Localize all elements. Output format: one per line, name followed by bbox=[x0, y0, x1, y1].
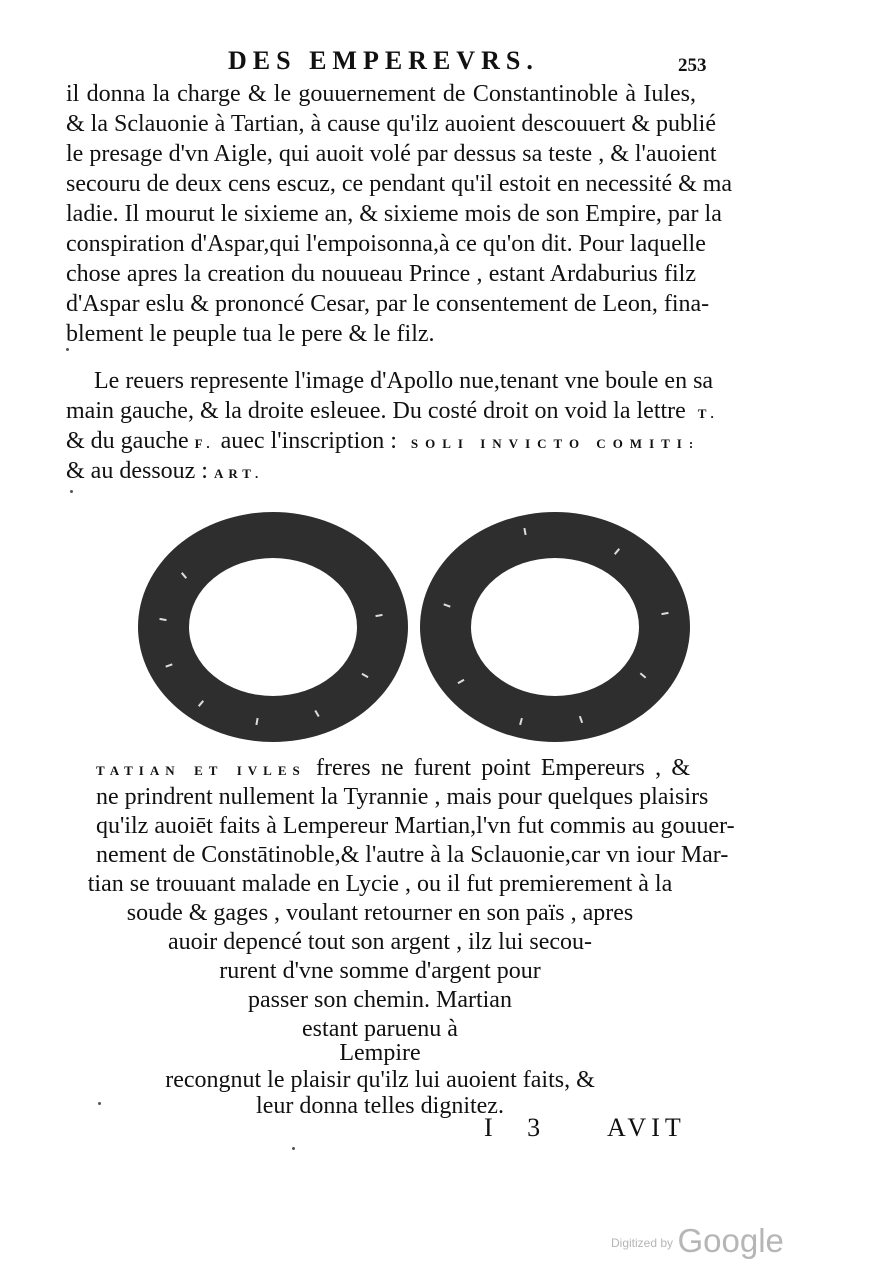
text-fragment: auec l'inscription : bbox=[220, 428, 397, 454]
print-speck bbox=[70, 490, 73, 493]
text-line: recongnut le plaisir qu'ilz lui auoient faits, & bbox=[165, 1067, 595, 1093]
text-line: nement de Constātinoble,& l'autre à la Sclauonie,car vn iour Mar- bbox=[96, 842, 729, 868]
text-line: auoir depencé tout son argent , ilz lui secou- bbox=[167, 929, 593, 955]
medal-mark bbox=[165, 663, 172, 667]
medal-mark bbox=[661, 612, 668, 615]
text-line: rurent d'vne somme d'argent pour bbox=[219, 958, 541, 984]
text-line: estant paruenu à bbox=[302, 1016, 458, 1042]
text-line: le presage d'vn Aigle, qui auoit volé par dessus sa teste , & l'auoient bbox=[66, 141, 717, 167]
text-line: Lempire bbox=[339, 1040, 421, 1066]
text-line: secouru de deux cens escuz, ce pendant qu'il estoit en necessité & ma bbox=[66, 171, 733, 197]
text-fragment: main gauche, & la droite esleuee. Du costé droit on void la lettre bbox=[66, 398, 686, 424]
medal-mark bbox=[375, 614, 382, 617]
text-line: qu'ilz auoiēt faits à Lempereur Martian,l'vn fut commis au gouuer- bbox=[96, 813, 735, 839]
signature-mark: I 3 bbox=[484, 1113, 555, 1142]
text-line: passer son chemin. Martian bbox=[248, 987, 512, 1013]
text-line bbox=[66, 457, 263, 488]
print-speck bbox=[66, 348, 69, 351]
text-line: leur donna telles dignitez. bbox=[256, 1093, 504, 1119]
medal-right bbox=[420, 512, 690, 742]
text-line: soude & gages , voulant retourner en son païs , apres bbox=[126, 900, 634, 926]
text-line: & la Sclauonie à Tartian, à cause qu'ilz auoient descouuert & publié bbox=[66, 111, 716, 137]
text-line: ne prindrent nullement la Tyrannie , mais pour quelques plaisirs bbox=[96, 784, 709, 810]
text-line: blement le peuple tua le pere & le filz. bbox=[66, 321, 435, 347]
medal-mark bbox=[198, 700, 204, 707]
google-logo: Google bbox=[677, 1222, 784, 1259]
running-head: DES EMPEREVRS. bbox=[228, 46, 539, 75]
medal-mark bbox=[523, 528, 526, 535]
text-line: Le reuers represente l'image d'Apollo nue,tenant vne boule en sa bbox=[94, 368, 714, 394]
medal-mark bbox=[159, 618, 166, 621]
medal-mark bbox=[614, 548, 620, 555]
print-speck bbox=[292, 1147, 295, 1150]
text-line: conspiration d'Aspar,qui l'empoisonna,à ce qu'on dit. Pour laquelle bbox=[66, 231, 706, 257]
medal-center bbox=[189, 558, 357, 696]
digitized-watermark bbox=[611, 1222, 784, 1260]
print-speck bbox=[98, 1102, 101, 1105]
names-tatian-iules: TATIAN ET IVLES bbox=[96, 763, 306, 778]
text-line bbox=[66, 427, 700, 458]
medal-left bbox=[138, 512, 408, 742]
medal-center bbox=[471, 558, 639, 696]
text-fragment: freres ne furent point Empereurs , & bbox=[316, 755, 690, 781]
letter-t: T. bbox=[697, 406, 719, 421]
medal-mark bbox=[579, 716, 583, 723]
catchword: AVIT bbox=[607, 1113, 686, 1142]
text-fragment: & du gauche bbox=[66, 428, 189, 454]
medal-mark bbox=[314, 710, 319, 717]
medal-mark bbox=[457, 679, 464, 684]
text-line: il donna la charge & le gouuernement de Constantinoble à Iules, bbox=[66, 81, 696, 107]
text-line bbox=[96, 754, 690, 785]
inscription: SOLI INVICTO COMITI: bbox=[410, 436, 701, 451]
letter-f: F. bbox=[194, 436, 215, 451]
medal-mark bbox=[519, 718, 523, 725]
medal-mark bbox=[443, 603, 450, 607]
text-line bbox=[66, 397, 719, 428]
medal-mark bbox=[361, 673, 368, 678]
page-number: 253 bbox=[678, 55, 707, 76]
mint-mark: ART. bbox=[213, 466, 264, 481]
text-line: ladie. Il mourut le sixieme an, & sixieme mois de son Empire, par la bbox=[66, 201, 722, 227]
text-line: chose apres la creation du nouueau Prince , estant Ardaburius filz bbox=[66, 261, 696, 287]
text-line: tian se trouuant malade en Lycie , ou il fut premierement à la bbox=[87, 871, 673, 897]
watermark-prefix: Digitized by bbox=[611, 1236, 674, 1250]
medal-mark bbox=[255, 718, 258, 725]
medal-mark bbox=[640, 672, 647, 678]
medal-mark bbox=[181, 572, 187, 579]
text-fragment: & au dessouz : bbox=[66, 458, 208, 484]
text-line: d'Aspar eslu & prononcé Cesar, par le consentement de Leon, fina- bbox=[66, 291, 710, 317]
